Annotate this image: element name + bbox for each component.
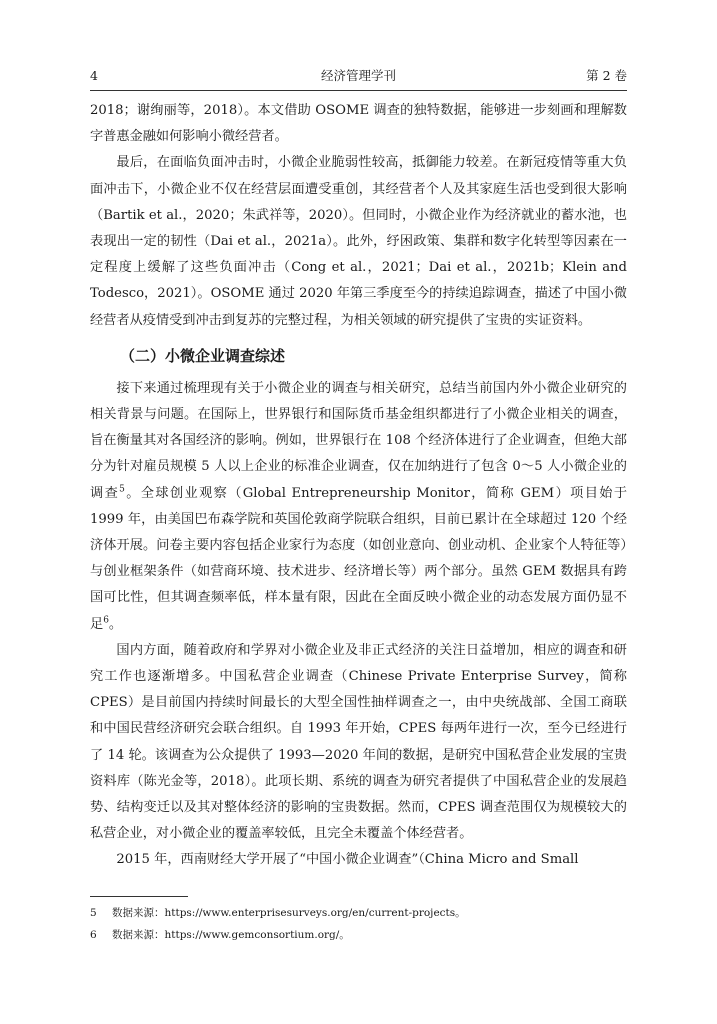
footnote-6 bbox=[90, 924, 627, 946]
paragraph-3-part-a: 接下来通过梳理现有关于小微企业的调查与相关研究，总结当前国内外小微企业研究的相关背景与问题。在国际上，世界银行和国际货币基金组织都进行了小微企业相关的调查，旨在衡量其对各国经济的影响。例如，世界银行在 108 个经济体进行了企业调查，但绝大部分为针对雇员规模 5 人以上企业的标准企业调查，仅在加纳进行了包含 0～5 人小微企业的调查 bbox=[90, 380, 627, 501]
volume-label: 第 2 卷 bbox=[586, 68, 627, 83]
paragraph-1: 2018；谢绚丽等，2018）。本文借助 OSOME 调查的独特数据，能够进一步刻画和理解数字普惠金融如何影响小微经营者。 bbox=[90, 103, 627, 145]
footnote-5 bbox=[90, 902, 627, 924]
paragraph-2: 最后，在面临负面冲击时，小微企业脆弱性较高，抵御能力较差。在新冠疫情等重大负面冲击下，小微企业不仅在经营层面遭受重创，其经营者个人及其家庭生活也受到很大影响（Bartik et al.，2020；朱武祥等，2020）。但同时，小微企业作为经济就业的蓄水池，也表现出一定的韧性（Dai et al.，2021a）。此外，纾困政策、集群和数字化转型等因素在一定程度上缓解了这些负面冲击（Cong et al.，2021；Dai et al.，2021b；Klein and Todesco，2021）。OSOME 通过 2020 年第三季度至今的持续追踪调查，描述了中国小微经营者从疫情受到冲击到复苏的完整过程，为相关领域的研究提供了宝贵的实证资料。 bbox=[90, 155, 627, 328]
footnote-text: 数据来源：https://www.enterprisesurveys.org/en/current-projects。 bbox=[112, 907, 466, 919]
paragraph-4: 国内方面，随着政府和学界对小微企业及非正式经济的关注日益增加，相应的调查和研究工作也逐渐增多。中国私营企业调查（Chinese Private Enterprise Survey，简称 CPES）是目前国内持续时间最长的大型全国性抽样调查之一，由中央统战部、全国工商联和中国民营经济研究会联合组织。自 1993 年开始，CPES 每两年进行一次，至今已经进行了 14 轮。该调查为公众提供了 1993—2020 年间的数据，是研究中国私营企业发展的宝贵资料库（陈光金等，2018）。此项长期、系统的调查为研究者提供了中国私营企业的发展趋势、结构变迁以及其对整体经济的影响的宝贵数据。然而，CPES 调查范围仅为规模较大的私营企业，对小微企业的覆盖率较低，且完全未覆盖个体经营者。 bbox=[90, 642, 627, 842]
footnote-ref-5: 5 bbox=[119, 484, 125, 495]
paragraph-3 bbox=[90, 376, 627, 638]
footnote-number: 5 bbox=[90, 907, 97, 919]
paragraph-3-part-c: 。 bbox=[108, 616, 123, 632]
paragraph-3-part-b: 。全球创业观察（Global Entrepreneurship Monitor，简称 GEM）项目始于 1999 年，由美国巴布森学院和英国伦敦商学院联合组织，目前已累计在全球超过 120 个经济体开展。问卷主要内容包括企业家行为态度（如创业意向、创业动机、企业家个人特征等）与创业框架条件（如营商环境、技术进步、经济增长等）两个部分。虽然 GEM 数据具有跨国可比性，但其调查频率低，样本量有限，因此在全面反映小微企业的动态发展方面仍显不足 bbox=[90, 485, 628, 632]
article-body bbox=[90, 98, 627, 874]
footnote-number: 6 bbox=[90, 929, 97, 941]
header-rule bbox=[90, 90, 627, 91]
journal-title: 经济管理学刊 bbox=[320, 68, 396, 83]
footnote-ref-6: 6 bbox=[103, 615, 109, 626]
footnote-rule bbox=[90, 896, 188, 897]
paragraph-5: 2015 年，西南财经大学开展了“中国小微企业调查”（China Micro and Small bbox=[116, 852, 579, 868]
page-number: 4 bbox=[90, 68, 98, 83]
footnote-text: 数据来源：https://www.gemconsortium.org/。 bbox=[112, 929, 350, 941]
section-heading: （二）小微企业调查综述 bbox=[120, 346, 286, 365]
footnotes bbox=[90, 902, 627, 946]
running-header bbox=[90, 66, 627, 86]
